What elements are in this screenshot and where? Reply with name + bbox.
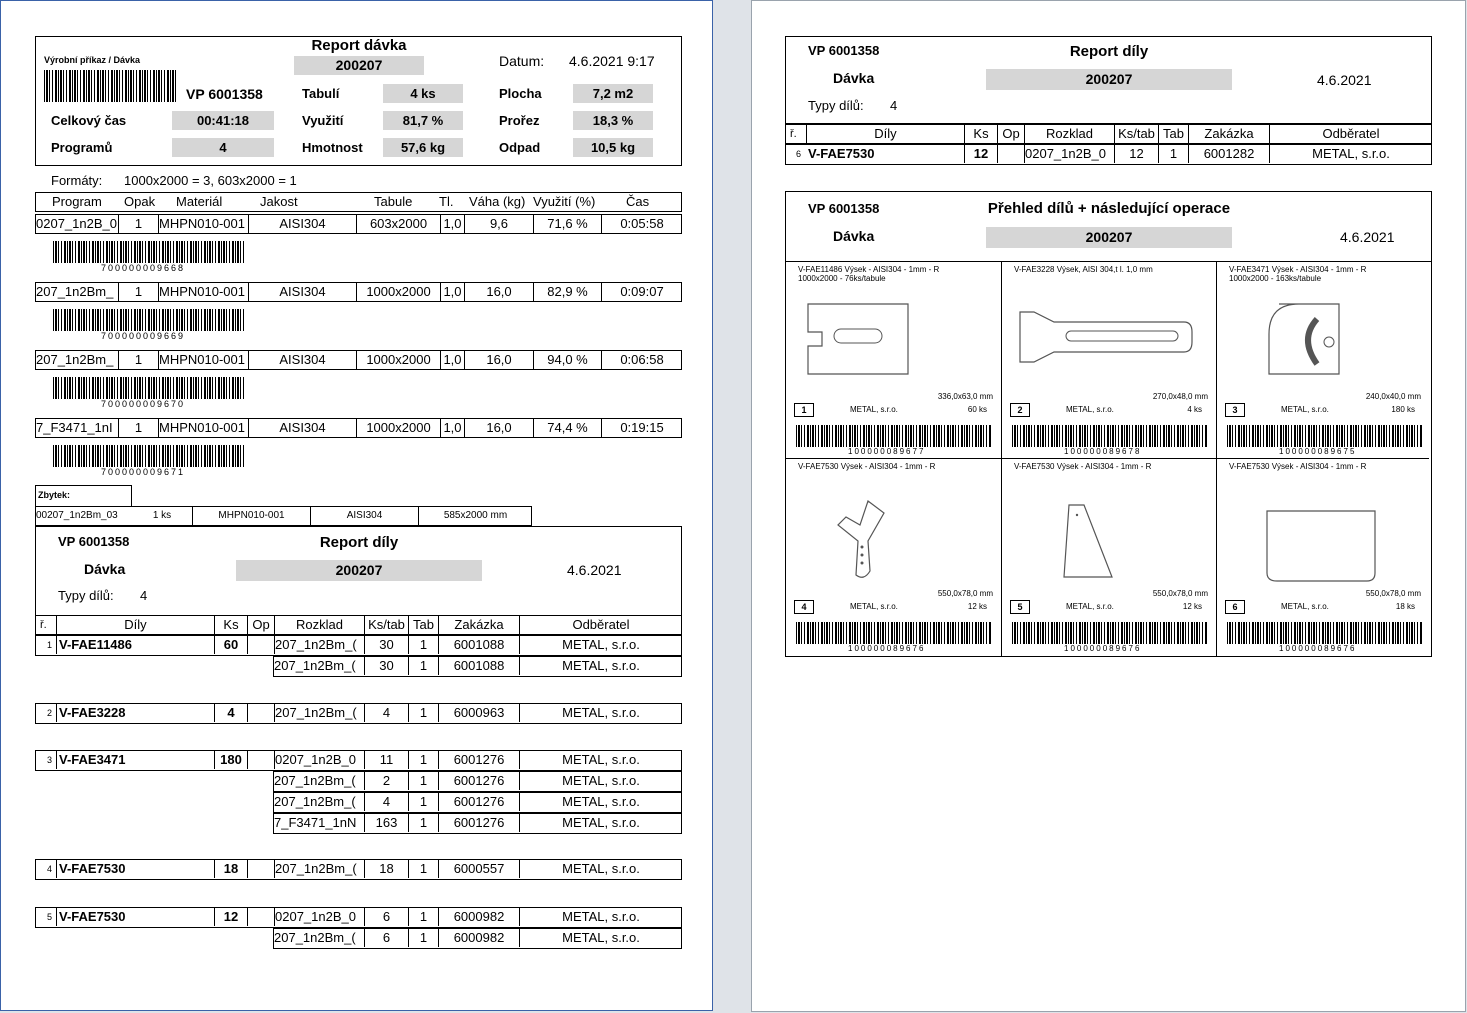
row-ks-tab: 6 — [364, 929, 408, 947]
part-card[interactable] — [786, 262, 1001, 459]
col-thickness: Tl. — [439, 194, 454, 209]
overview-date: 4.6.2021 — [1340, 229, 1395, 245]
card-qty: 12 ks — [967, 602, 987, 611]
program-cell: 1 — [118, 351, 158, 369]
utilization-value: 81,7 % — [383, 111, 463, 130]
row-order: 6001088 — [438, 657, 519, 675]
part-card[interactable] — [1216, 459, 1429, 656]
program-cell: MHPN010-001 — [158, 215, 248, 233]
vp-number: VP 6001358 — [186, 86, 263, 102]
row-layout: 207_1n2Bm_( — [274, 773, 356, 788]
part-row[interactable] — [273, 656, 682, 677]
parts2-date: 4.6.2021 — [1317, 72, 1372, 88]
card-qty: 18 ks — [1395, 602, 1415, 611]
program-cell: 0:19:15 — [601, 419, 682, 437]
card-customer: METAL, s.r.o. — [1066, 602, 1114, 611]
cut-loss-label: Prořez — [499, 113, 540, 128]
program-barcode — [53, 309, 244, 331]
program-barcode — [53, 241, 244, 263]
row-ks-tab: 30 — [364, 657, 408, 675]
parts2-types-label: Typy dílů: — [808, 98, 864, 113]
row-layout: 207_1n2Bm_( — [274, 794, 356, 809]
waste-value: 10,5 kg — [573, 138, 653, 157]
row-op — [247, 704, 274, 722]
parts-batch: 200207 — [236, 560, 482, 581]
part-drawing-icon — [1229, 481, 1419, 589]
row-ks-tab: 18 — [364, 860, 408, 878]
card-dimension: 336,0x63,0 mm — [937, 392, 993, 401]
program-cell: AISI304 — [248, 283, 356, 301]
row-part: V-FAE7530 — [808, 146, 875, 161]
program-barcode-number: 700000009669 — [101, 331, 186, 341]
card-dimension: 270,0x48,0 mm — [1152, 392, 1208, 401]
row-customer: METAL, s.r.o. — [519, 704, 682, 722]
sheets-label: Tabulí — [302, 86, 340, 101]
program-row[interactable] — [35, 282, 682, 302]
row-tab: 1 — [408, 704, 438, 722]
col-parts: Díly — [56, 616, 214, 634]
col-ks: Ks — [214, 616, 247, 634]
program-cell: 1,0 — [440, 351, 464, 369]
row-tab: 1 — [408, 908, 438, 926]
types-label: Typy dílů: — [58, 588, 114, 603]
card-qty: 60 ks — [967, 405, 987, 414]
row-layout: 7_F3471_1nN — [274, 815, 357, 830]
card-dimension: 550,0x78,0 mm — [1152, 589, 1208, 598]
row-order: 6000982 — [438, 908, 519, 926]
program-row[interactable] — [35, 350, 682, 370]
parts-batch-label: Dávka — [84, 561, 126, 577]
row-tab: 1 — [408, 860, 438, 878]
row-index: 6 — [796, 149, 802, 159]
col-time: Čas — [626, 194, 650, 209]
row-ks: 60 — [214, 636, 247, 654]
remnant-size: 585x2000 mm — [418, 507, 532, 525]
program-cell: 1000x2000 — [356, 419, 440, 437]
part-card[interactable] — [1001, 262, 1216, 459]
row-layout: 207_1n2Bm_( — [274, 704, 364, 722]
program-cell: 207_1n2Bm_ — [36, 284, 114, 299]
card-number: 1 — [794, 403, 814, 417]
col-sheet: Tabule — [374, 194, 413, 209]
program-barcode — [53, 445, 244, 467]
program-cell: 207_1n2Bm_ — [36, 352, 114, 367]
card-barcode — [1227, 622, 1423, 644]
card-barcode-number: 100000089677 — [848, 447, 926, 456]
card-customer: METAL, s.r.o. — [850, 405, 898, 414]
program-cell: 9,6 — [464, 215, 533, 233]
area-label: Plocha — [499, 86, 542, 101]
program-cell: MHPN010-001 — [158, 283, 248, 301]
row-order: 6000557 — [438, 860, 519, 878]
program-cell: 1 — [118, 283, 158, 301]
row-part: V-FAE7530 — [56, 908, 214, 926]
row-ks-tab: 4 — [364, 793, 408, 811]
card-barcode-number: 100000089676 — [848, 644, 926, 653]
row-ks-tab: 12 — [1114, 145, 1158, 163]
col-layout: Rozklad — [1024, 125, 1114, 143]
row-layout: 0207_1n2B_0 — [1024, 145, 1114, 163]
programs-label: Programů — [51, 140, 113, 155]
parts-title: Report díly — [319, 534, 399, 551]
program-cell: 1,0 — [440, 283, 464, 301]
row-ks-tab: 2 — [364, 772, 408, 790]
formats-value: 1000x2000 = 3, 603x2000 = 1 — [124, 173, 297, 188]
card-barcode — [1227, 425, 1423, 447]
row-ks-tab: 6 — [364, 908, 408, 926]
row-index: 2 — [47, 708, 53, 718]
card-barcode-number: 100000089675 — [1279, 447, 1357, 456]
overview-box — [785, 191, 1432, 657]
row-ks-tab: 163 — [364, 814, 408, 832]
remnant-label: Zbytek: — [38, 490, 71, 500]
col-customer: Odběratel — [519, 616, 682, 634]
col-tab: Tab — [408, 616, 438, 634]
parts2-table-header — [785, 124, 1432, 144]
area-value: 7,2 m2 — [573, 84, 653, 103]
card-description-2: 1000x2000 - 76ks/tabule — [798, 274, 886, 283]
row-layout: 207_1n2Bm_( — [274, 636, 364, 654]
row-customer: METAL, s.r.o. — [519, 793, 682, 811]
program-cell: 16,0 — [464, 419, 533, 437]
card-description: V-FAE3471 Výsek - AISI304 - 1mm - R — [1229, 265, 1367, 274]
col-order: Zakázka — [438, 616, 519, 634]
row-order: 6000963 — [438, 704, 519, 722]
col-ks-tab: Ks/tab — [364, 616, 408, 634]
program-cell: 603x2000 — [356, 215, 440, 233]
row-op — [247, 636, 274, 654]
card-dimension: 550,0x78,0 mm — [1365, 589, 1421, 598]
program-cell: 1 — [118, 215, 158, 233]
utilization-label: Využití — [302, 113, 344, 128]
row-customer: METAL, s.r.o. — [519, 657, 682, 675]
row-tab: 1 — [408, 751, 438, 769]
row-ks-tab: 11 — [364, 751, 408, 769]
program-barcode-number: 700000009670 — [101, 399, 186, 409]
part-row[interactable] — [35, 859, 682, 880]
card-number: 4 — [794, 600, 814, 614]
row-index: 1 — [47, 640, 53, 650]
overview-vp: VP 6001358 — [808, 201, 880, 216]
row-part: V-FAE7530 — [56, 860, 214, 878]
parts2-row — [785, 144, 1432, 165]
row-layout: 0207_1n2B_0 — [274, 751, 364, 769]
col-customer: Odběratel — [1269, 125, 1432, 143]
row-order: 6001282 — [1188, 145, 1269, 163]
card-number: 2 — [1010, 403, 1030, 417]
row-part: V-FAE11486 — [56, 636, 214, 654]
parts-table-header — [35, 615, 682, 635]
part-card[interactable] — [786, 459, 1001, 656]
row-customer: METAL, s.r.o. — [519, 929, 682, 947]
types-value: 4 — [140, 588, 148, 603]
row-ks: 12 — [964, 145, 997, 163]
row-op — [247, 751, 274, 769]
order-barcode — [44, 70, 178, 102]
program-cell: 71,6 % — [533, 215, 601, 233]
row-customer: METAL, s.r.o. — [519, 636, 682, 654]
overview-title: Přehled dílů + následující operace — [987, 200, 1231, 217]
col-ks-tab: Ks/tab — [1114, 125, 1158, 143]
row-layout: 207_1n2Bm_( — [274, 930, 356, 945]
card-number: 5 — [1010, 600, 1030, 614]
col-index: ř. — [40, 619, 47, 631]
col-order: Zakázka — [1188, 125, 1269, 143]
card-customer: METAL, s.r.o. — [1066, 405, 1114, 414]
program-cell: 74,4 % — [533, 419, 601, 437]
col-tab: Tab — [1158, 125, 1188, 143]
row-tab: 1 — [1158, 145, 1188, 163]
remnant-label-box — [35, 485, 132, 506]
col-program: Program — [52, 194, 102, 209]
part-card[interactable] — [1216, 262, 1429, 459]
col-weight: Váha (kg) — [469, 194, 526, 209]
row-ks: 12 — [214, 908, 247, 926]
card-customer: METAL, s.r.o. — [850, 602, 898, 611]
row-ks: 4 — [214, 704, 247, 722]
row-order: 6001276 — [438, 751, 519, 769]
col-parts: Díly — [806, 125, 964, 143]
row-ks-tab: 30 — [364, 636, 408, 654]
row-ks: 180 — [214, 751, 247, 769]
sheets-value: 4 ks — [383, 84, 463, 103]
row-index: 3 — [47, 755, 53, 765]
program-cell: 82,9 % — [533, 283, 601, 301]
row-tab: 1 — [408, 772, 438, 790]
card-customer: METAL, s.r.o. — [1281, 405, 1329, 414]
row-customer: METAL, s.r.o. — [519, 772, 682, 790]
program-cell: 1000x2000 — [356, 283, 440, 301]
col-ks: Ks — [964, 125, 997, 143]
part-row[interactable] — [35, 635, 682, 656]
row-order: 6001276 — [438, 814, 519, 832]
row-index: 5 — [47, 912, 53, 922]
row-customer: METAL, s.r.o. — [1269, 145, 1432, 163]
program-cell: 0:09:07 — [601, 283, 682, 301]
total-time-label: Celkový čas — [51, 113, 127, 128]
col-material: Materiál — [176, 194, 223, 209]
row-layout: 207_1n2Bm_( — [274, 658, 356, 673]
part-drawing-icon — [1014, 481, 1204, 589]
parts-report-header — [35, 526, 682, 616]
row-tab: 1 — [408, 636, 438, 654]
program-row[interactable] — [35, 418, 682, 438]
part-drawing-icon — [1014, 284, 1204, 392]
date-value: 4.6.2021 9:17 — [569, 53, 655, 69]
card-barcode — [796, 622, 992, 644]
program-cell: 16,0 — [464, 283, 533, 301]
parts2-header — [785, 36, 1432, 124]
part-row[interactable] — [35, 703, 682, 724]
parts2-batch: 200207 — [986, 69, 1232, 90]
card-barcode — [796, 425, 992, 447]
part-row[interactable] — [273, 813, 682, 834]
card-barcode-number: 100000089676 — [1279, 644, 1357, 653]
card-description: V-FAE7530 Výsek - AISI304 - 1mm - R — [1229, 462, 1367, 471]
program-cell: AISI304 — [248, 351, 356, 369]
row-order: 6001088 — [438, 636, 519, 654]
card-customer: METAL, s.r.o. — [1281, 602, 1329, 611]
col-utilization: Využití (%) — [533, 194, 596, 209]
program-cell: MHPN010-001 — [158, 419, 248, 437]
report-page-2 — [751, 0, 1466, 1012]
card-qty: 12 ks — [1182, 602, 1202, 611]
row-order: 6000982 — [438, 929, 519, 947]
programs-value: 4 — [172, 138, 274, 157]
remnant-program: 00207_1n2Bm_03 — [36, 510, 118, 521]
program-row[interactable] — [35, 214, 682, 234]
row-tab: 1 — [408, 793, 438, 811]
col-op: Op — [997, 125, 1024, 143]
col-layout: Rozklad — [274, 616, 364, 634]
programs-table-header — [35, 192, 682, 212]
row-op — [997, 145, 1024, 163]
card-number: 3 — [1225, 403, 1245, 417]
batch-report-header — [35, 36, 682, 166]
parts2-batch-label: Dávka — [833, 70, 875, 86]
col-index: ř. — [790, 128, 797, 140]
program-cell: 1000x2000 — [356, 351, 440, 369]
batch-number: 200207 — [294, 56, 424, 75]
program-cell: 1 — [118, 419, 158, 437]
row-tab: 1 — [408, 657, 438, 675]
weight-value: 57,6 kg — [383, 138, 463, 157]
total-time-value: 00:41:18 — [172, 111, 274, 130]
overview-batch-label: Dávka — [833, 228, 875, 244]
remnant-row — [35, 506, 532, 526]
program-cell: AISI304 — [248, 419, 356, 437]
remnant-material: MHPN010-001 — [192, 507, 310, 525]
row-part: V-FAE3471 — [56, 751, 214, 769]
card-barcode — [1012, 425, 1208, 447]
row-customer: METAL, s.r.o. — [519, 908, 682, 926]
weight-label: Hmotnost — [302, 140, 363, 155]
parts2-types: 4 — [890, 98, 898, 113]
row-index: 4 — [47, 864, 53, 874]
row-customer: METAL, s.r.o. — [519, 751, 682, 769]
card-description: V-FAE7530 Výsek - AISI304 - 1mm - R — [798, 462, 936, 471]
program-cell: AISI304 — [248, 215, 356, 233]
card-description: V-FAE11486 Výsek - AISI304 - 1mm - R — [798, 265, 940, 274]
part-drawing-icon — [1229, 284, 1419, 392]
row-order: 6001276 — [438, 772, 519, 790]
card-barcode-number: 100000089678 — [1064, 447, 1142, 456]
program-barcode-number: 700000009668 — [101, 263, 186, 273]
card-description-2: 1000x2000 - 163ks/tabule — [1229, 274, 1322, 283]
row-ks-tab: 4 — [364, 704, 408, 722]
part-card[interactable] — [1001, 459, 1216, 656]
part-drawing-icon — [798, 284, 988, 392]
row-tab: 1 — [408, 814, 438, 832]
order-label: Výrobní příkaz / Dávka — [44, 55, 141, 65]
row-op — [247, 908, 274, 926]
row-op — [247, 860, 274, 878]
remnant-qty: 1 ks — [152, 510, 172, 521]
card-description: V-FAE7530 Výsek - AISI304 - 1mm - R — [1014, 462, 1152, 471]
row-tab: 1 — [408, 929, 438, 947]
row-customer: METAL, s.r.o. — [519, 860, 682, 878]
card-number: 6 — [1225, 600, 1245, 614]
program-cell: 0:05:58 — [601, 215, 682, 233]
card-qty: 180 ks — [1391, 405, 1415, 414]
program-cell: 0207_1n2B_0 — [36, 216, 117, 231]
waste-label: Odpad — [499, 140, 541, 155]
part-row[interactable] — [273, 771, 682, 792]
row-ks: 18 — [214, 860, 247, 878]
part-row[interactable] — [273, 928, 682, 949]
col-repeat: Opak — [124, 194, 156, 209]
part-row[interactable] — [35, 750, 682, 771]
date-label: Datum: — [499, 53, 545, 69]
card-description: V-FAE3228 Výsek, AISI 304,t l. 1,0 mm — [1014, 265, 1153, 274]
col-op: Op — [247, 616, 274, 634]
card-dimension: 550,0x78,0 mm — [937, 589, 993, 598]
row-customer: METAL, s.r.o. — [519, 814, 682, 832]
program-cell: 16,0 — [464, 351, 533, 369]
program-cell: 0:06:58 — [601, 351, 682, 369]
program-cell: 1,0 — [440, 419, 464, 437]
cut-loss-value: 18,3 % — [573, 111, 653, 130]
parts2-vp: VP 6001358 — [808, 43, 880, 58]
formats-label: Formáty: — [51, 173, 103, 188]
program-cell: 1,0 — [440, 215, 464, 233]
card-dimension: 240,0x40,0 mm — [1365, 392, 1421, 401]
program-cell: 7_F3471_1nI — [36, 420, 113, 435]
program-cell: MHPN010-001 — [158, 351, 248, 369]
parts-vp: VP 6001358 — [58, 534, 130, 549]
row-part: V-FAE3228 — [56, 704, 214, 722]
part-drawing-icon — [798, 481, 988, 589]
program-barcode — [53, 377, 244, 399]
program-barcode-number: 700000009671 — [101, 467, 186, 477]
col-grade: Jakost — [260, 194, 298, 209]
remnant-grade: AISI304 — [310, 507, 418, 525]
report-page-1 — [0, 0, 713, 1011]
program-cell: 94,0 % — [533, 351, 601, 369]
row-order: 6001276 — [438, 793, 519, 811]
row-layout: 0207_1n2B_0 — [274, 908, 364, 926]
part-row[interactable] — [273, 792, 682, 813]
card-barcode-number: 100000089676 — [1064, 644, 1142, 653]
overview-batch: 200207 — [986, 227, 1232, 248]
card-barcode — [1012, 622, 1208, 644]
part-row[interactable] — [35, 907, 682, 928]
report-title: Report dávka — [311, 37, 407, 54]
parts-date: 4.6.2021 — [567, 562, 622, 578]
parts2-title: Report díly — [1069, 43, 1149, 60]
row-layout: 207_1n2Bm_( — [274, 860, 364, 878]
card-qty: 4 ks — [1187, 405, 1202, 414]
